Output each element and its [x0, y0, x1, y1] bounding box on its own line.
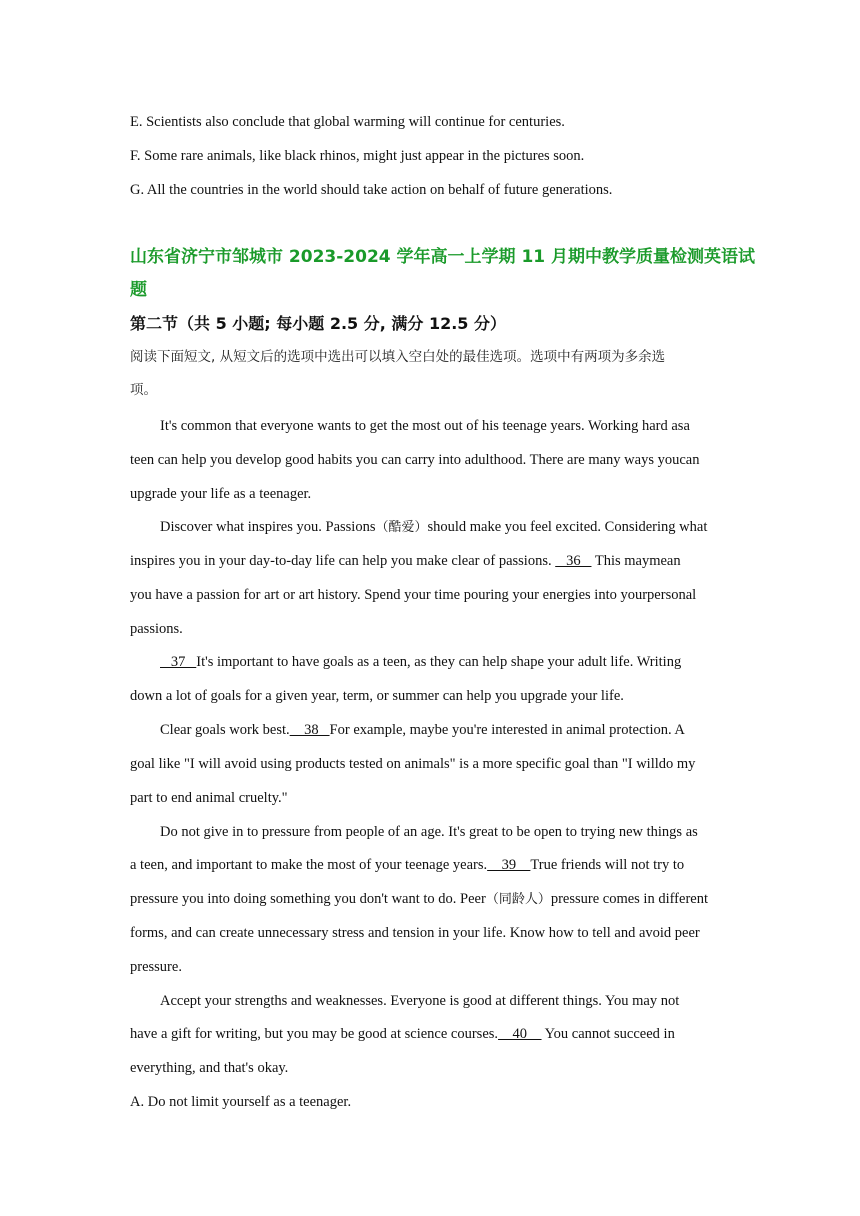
passage-p5-line2 — [130, 855, 740, 875]
gloss: （同龄人） — [485, 892, 551, 907]
passage-p5-line5: pressure. — [130, 959, 182, 975]
section-title: 第二节（共 5 小题; 每小题 2.5 分, 满分 12.5 分） — [130, 314, 506, 333]
blank-38: 38 — [289, 722, 330, 738]
passage-p3-line1 — [160, 652, 740, 672]
passage-p5-line3 — [130, 889, 740, 910]
source-title-line2: 题 — [130, 280, 147, 300]
passage-p2-line4: passions. — [130, 621, 183, 637]
passage-p5-line1: Do not give in to pressure from people of an age. It's great to be open to trying new things as — [160, 824, 698, 840]
passage-p1-line2: teen can help you develop good habits you can carry into adulthood. There are many ways youcan — [130, 452, 700, 468]
text: True friends will not try to — [530, 857, 685, 873]
option-e: E. Scientists also conclude that global warming will continue for centuries. — [130, 114, 565, 130]
blank-37: 37 — [160, 654, 197, 670]
text: should make you feel excited. Considering what — [427, 519, 708, 535]
option-a: A. Do not limit yourself as a teenager. — [130, 1094, 352, 1110]
blank-39: 39 — [487, 857, 531, 873]
option-g: G. All the countries in the world should take action on behalf of future generations. — [130, 182, 613, 198]
text: inspires you in your day-to-day life can help you make clear of passions. — [130, 553, 556, 569]
text: a teen, and important to make the most of your teenage years. — [130, 857, 488, 873]
text: It's important to have goals as a teen, as they can help shape your adult life. Writing — [196, 654, 682, 670]
passage-p4-line3: part to end animal cruelty." — [130, 790, 288, 806]
passage-p2-line2 — [130, 551, 740, 571]
text: Discover what inspires you. Passions — [160, 519, 376, 535]
instruction-line2: 项。 — [130, 382, 157, 398]
text: For example, maybe you're interested in animal protection. A — [329, 722, 685, 738]
blank-36: 36 — [555, 553, 592, 569]
passage-p2-line3: you have a passion for art or art history. Spend your time pouring your energies into yourpersonal — [130, 587, 697, 603]
passage-p2-line1 — [160, 517, 740, 538]
text: pressure comes in different — [550, 891, 708, 907]
passage-p4-line2: goal like "I will avoid using products tested on animals" is a more specific goal than "I willdo my — [130, 756, 696, 772]
text: Clear goals work best. — [160, 722, 290, 738]
passage-p4-line1 — [160, 720, 740, 740]
text: This maymean — [591, 553, 681, 569]
passage-p6-line2 — [130, 1024, 740, 1044]
gloss: （酷爱） — [375, 520, 428, 535]
instruction-line1: 阅读下面短文, 从短文后的选项中选出可以填入空白处的最佳选项。选项中有两项为多余选 — [130, 349, 666, 365]
passage-p6-line1: Accept your strengths and weaknesses. Everyone is good at different things. You may not — [160, 993, 680, 1009]
source-title-line1: 山东省济宁市邹城市 2023-2024 学年高一上学期 11 月期中教学质量检测英语试 — [130, 247, 756, 267]
passage-p1-line3: upgrade your life as a teenager. — [130, 486, 312, 502]
blank-40: 40 — [498, 1026, 542, 1042]
text: You cannot succeed in — [541, 1026, 675, 1042]
passage-p6-line3: everything, and that's okay. — [130, 1060, 289, 1076]
passage-p5-line4: forms, and can create unnecessary stress and tension in your life. Know how to tell and avoid peer — [130, 925, 700, 941]
passage-p1-line1: It's common that everyone wants to get the most out of his teenage years. Working hard asa — [160, 418, 690, 434]
passage-p3-line2: down a lot of goals for a given year, term, or summer can help you upgrade your life. — [130, 688, 624, 704]
option-f: F. Some rare animals, like black rhinos, might just appear in the pictures soon. — [130, 148, 585, 164]
text: pressure you into doing something you don't want to do. Peer — [130, 891, 486, 907]
text: have a gift for writing, but you may be good at science courses. — [130, 1026, 499, 1042]
